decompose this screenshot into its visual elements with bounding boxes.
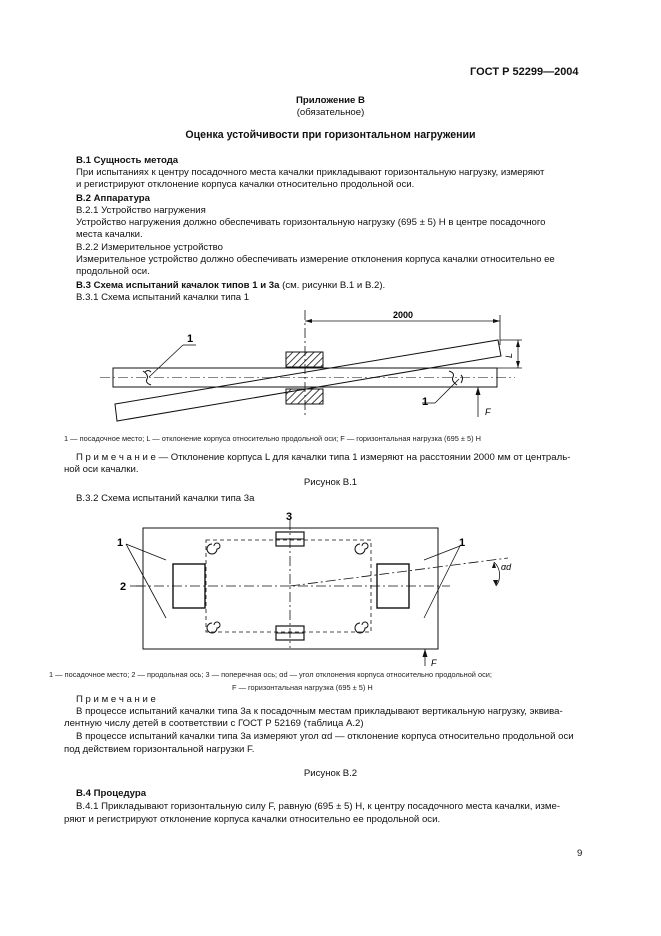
- leader-1-right-b: [424, 546, 460, 618]
- section-b21-text-2: места качалки.: [76, 229, 143, 240]
- section-b4-heading: В.4 Процедура: [76, 788, 147, 799]
- spring-icon-tl: [207, 543, 220, 554]
- alpha-arrow-bottom: [493, 580, 498, 586]
- alpha-label: αd: [501, 562, 512, 572]
- spring-icon-tr: [355, 543, 368, 554]
- dimension-arrow-right: [493, 319, 500, 323]
- figure-b1-note-2: ной оси качалки.: [64, 464, 139, 475]
- leader-1-left-b: [126, 544, 166, 618]
- leader-1-left-a: [126, 544, 166, 560]
- section-b22-heading: В.2.2 Измерительное устройство: [76, 242, 223, 253]
- figure-b1-note-1: П р и м е ч а н и е — Отклонение корпуса L для качалки типа 1 измеряют на расстоянии 2000 мм от централь-: [76, 452, 571, 463]
- section-b22-text-1: Измерительное устройство должно обеспечивать измерение отклонения корпуса качалки относительно ее: [76, 254, 555, 265]
- dimension-label: 2000: [393, 310, 414, 320]
- figure-b1-caption: Рисунок В.1: [303, 477, 358, 488]
- label-1-left: 1: [187, 333, 194, 345]
- seat-right-icon: [449, 371, 463, 385]
- section-b1-text-2: и регистрируют отклонение корпуса качалки относительно продольной оси.: [76, 179, 415, 190]
- leader-1-right-a: [424, 546, 460, 560]
- figure-b2: [0, 506, 661, 666]
- section-b4-text-2: ряют и регистрируют отклонение корпуса качалки относительно ее продольной оси.: [64, 814, 441, 825]
- label-1-right: 1: [459, 537, 466, 549]
- section-b1-text-1: При испытаниях к центру посадочного места качалки прикладывают горизонтальную нагрузку, измеряют: [76, 167, 545, 178]
- section-b3-heading-rest: (см. рисунки В.1 и В.2).: [279, 280, 386, 291]
- section-b22-text-2: продольной оси.: [76, 266, 150, 277]
- document-code: ГОСТ Р 52299—2004: [470, 66, 579, 78]
- force-label: F: [431, 658, 437, 666]
- L-arrow-bottom: [516, 361, 520, 368]
- L-arrow-top: [516, 340, 520, 347]
- figure-b2-legend-1: 1 — посадочное место; 2 — продольная ось; 3 — поперечная ось; αd — угол отклонения корпуса относительно продольной оси;: [49, 670, 492, 679]
- force-label: F: [485, 407, 491, 417]
- section-b21-text-1: Устройство нагружения должно обеспечивать горизонтальную нагрузку (695 ± 5) Н в центре посадочного: [76, 217, 546, 228]
- appendix-status: (обязательное): [296, 107, 365, 118]
- label-1-left: 1: [117, 537, 124, 549]
- section-b4-text-1: В.4.1 Прикладывают горизонтальную силу F, равную (695 ± 5) Н, к центру посадочного места качалки, изме-: [76, 801, 561, 812]
- section-b3-heading: [76, 280, 385, 291]
- section-b2-heading: В.2 Аппаратура: [76, 193, 150, 204]
- force-arrow-head: [476, 387, 481, 395]
- figure-b1-legend: 1 — посадочное место; L — отклонение корпуса относительно продольной оси; F — горизонтальная нагрузка (695 ± 5) Н: [64, 434, 481, 443]
- figure-b2-note-1a: В процессе испытаний качалки типа 3а к посадочным местам прикладывают вертикальную нагрузку, эквива-: [76, 706, 563, 717]
- section-b31-heading: В.3.1 Схема испытаний качалки типа 1: [76, 292, 250, 303]
- force-arrow-head: [423, 649, 428, 657]
- figure-b2-note-heading: П р и м е ч а н и е: [76, 694, 156, 705]
- page-number: 9: [577, 848, 583, 859]
- appendix-title: Приложение В: [296, 95, 365, 106]
- deflected-axis: [290, 558, 508, 586]
- main-title: Оценка устойчивости при горизонтальном нагружении: [185, 129, 476, 141]
- figure-b1: [0, 305, 661, 425]
- section-b1-heading: В.1 Сущность метода: [76, 155, 179, 166]
- L-label: L: [504, 352, 514, 358]
- leader-1-left: [149, 345, 183, 377]
- figure-b2-legend-2: F — горизонтальная нагрузка (695 ± 5) Н: [232, 683, 373, 692]
- figure-b2-caption: Рисунок В.2: [303, 768, 358, 779]
- label-3: 3: [286, 511, 293, 523]
- clamp-bottom: [286, 389, 323, 404]
- section-b21-heading: В.2.1 Устройство нагружения: [76, 205, 206, 216]
- section-b3-heading-bold: В.3 Схема испытаний качалок типов 1 и 3а: [76, 280, 280, 291]
- label-2: 2: [120, 581, 127, 593]
- clamp-top: [286, 352, 323, 367]
- leader-1-right: [435, 379, 459, 403]
- figure-b2-note-2a: В процессе испытаний качалки типа 3а измеряют угол αd — отклонение корпуса относительно продольной оси: [76, 731, 574, 742]
- dimension-arrow-left: [305, 319, 312, 323]
- figure-b2-note-1b: лентную числу детей в соответствии с ГОСТ Р 52169 (таблица А.2): [64, 718, 364, 729]
- section-b32-heading: В.3.2 Схема испытаний качалки типа 3а: [76, 493, 255, 504]
- spring-icon-bl: [207, 622, 220, 633]
- figure-b2-note-2b: под действием горизонтальной нагрузки F.: [64, 744, 255, 755]
- label-1-right: 1: [422, 396, 429, 408]
- spring-icon-br: [355, 622, 368, 633]
